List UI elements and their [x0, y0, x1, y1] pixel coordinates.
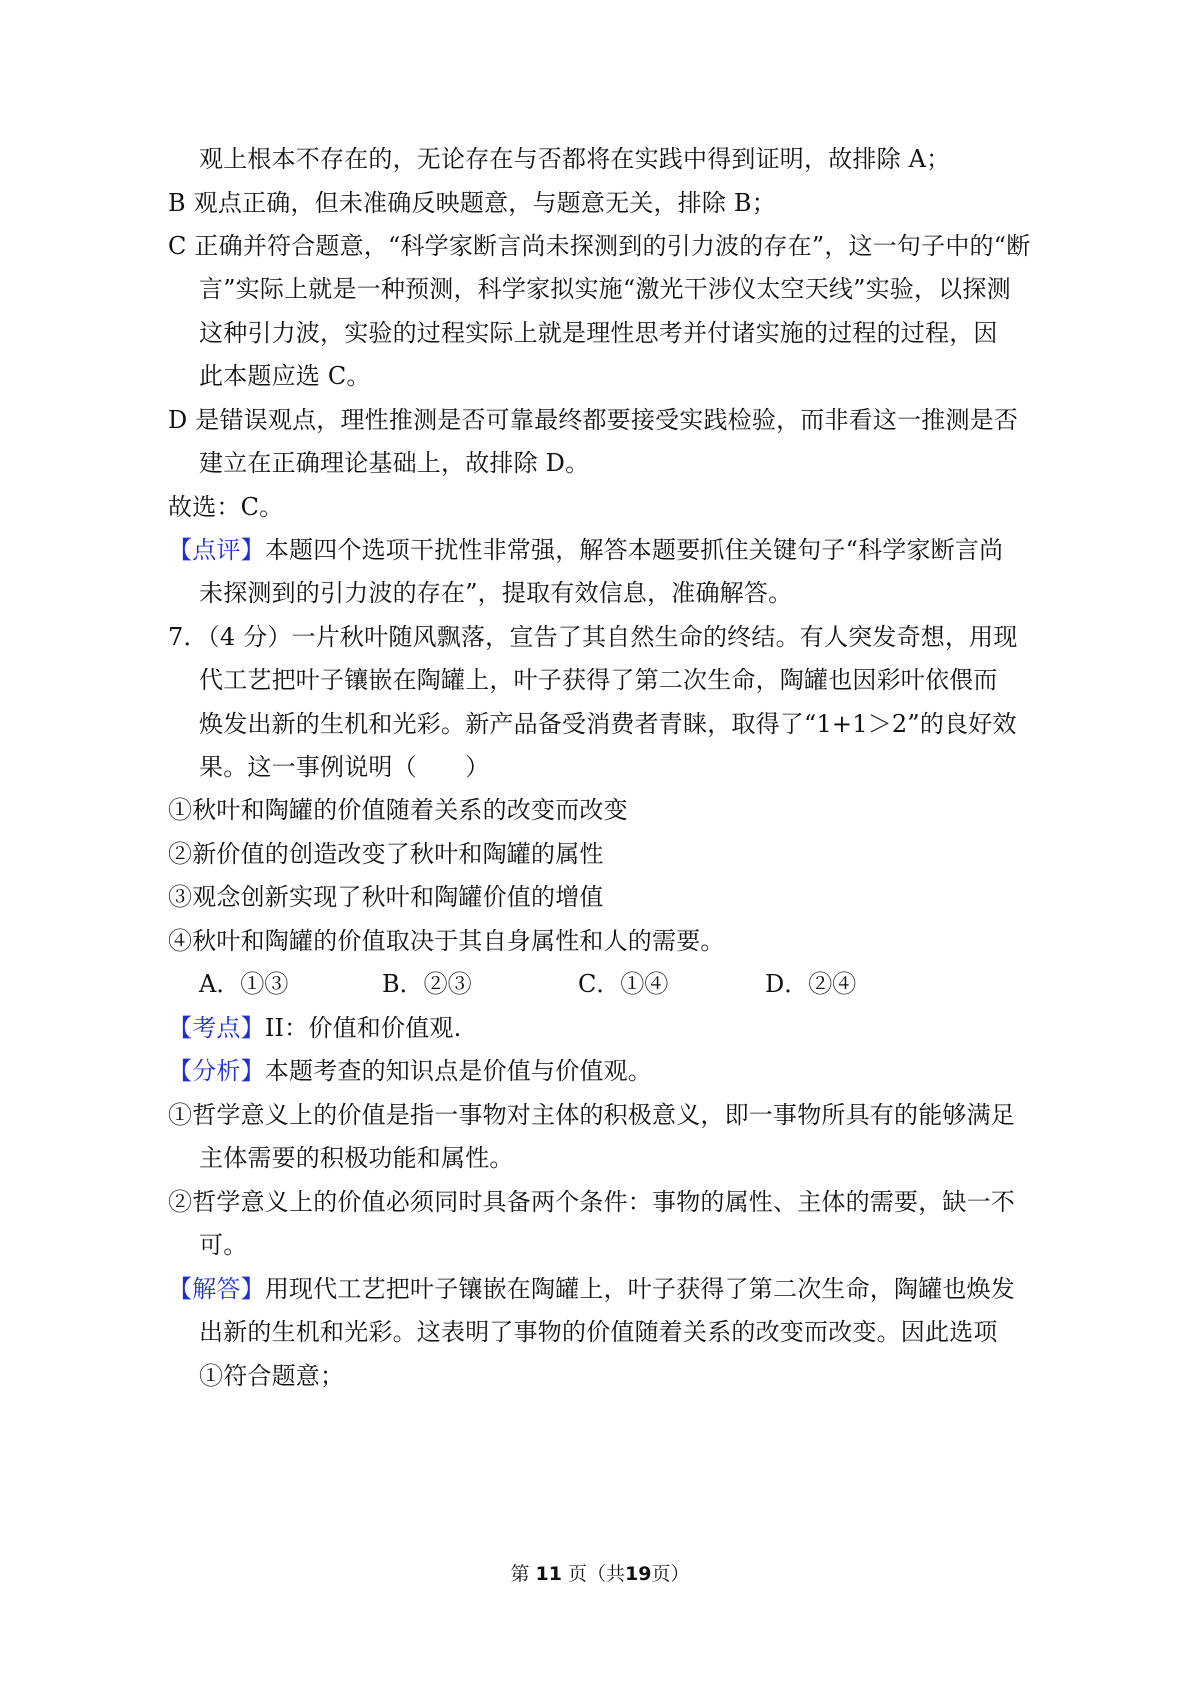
choice-d: D．②④	[765, 970, 857, 998]
text-line: 这种引力波，实验的过程实际上就是理性思考并付诸实施的过程的过程，因	[199, 319, 998, 347]
fenxi-point: ②哲学意义上的价值必须同时具备两个条件：事物的属性、主体的需要，缺一不	[168, 1188, 1015, 1216]
jieda-tag: 【解答】	[168, 1275, 265, 1303]
jieda-line: ①符合题意；	[199, 1362, 345, 1390]
text-line: 观上根本不存在的，无论存在与否都将在实践中得到证明，故排除 A；	[199, 145, 951, 173]
fenxi-line	[168, 1054, 652, 1088]
kaodian-line	[168, 1011, 461, 1045]
fenxi-tag: 【分析】	[168, 1057, 265, 1085]
text-line: C 正确并符合题意，“科学家断言尚未探测到的引力波的存在”，这一句子中的“断	[168, 232, 1031, 260]
kaodian-text: II：价值和价值观.	[264, 1014, 462, 1042]
kaodian-tag: 【考点】	[168, 1014, 265, 1042]
text-line: 建立在正确理论基础上，故排除 D。	[199, 449, 590, 477]
page-number: 11	[535, 1563, 562, 1585]
question-stem: 果。这一事例说明（ ）	[199, 753, 490, 781]
choice-a: A．①③	[199, 970, 289, 998]
answer-choices	[0, 967, 1200, 1001]
jieda-line	[168, 1272, 1015, 1306]
footer-prefix: 第	[510, 1563, 530, 1585]
choice-b: B．②③	[382, 970, 472, 998]
choice-c: C．①④	[578, 970, 669, 998]
fenxi-text: 本题考查的知识点是价值与价值观。	[264, 1057, 653, 1085]
question-stem: 7．（4 分）一片秋叶随风飘落，宣告了其自然生命的终结。有人突发奇想，用现	[168, 623, 1018, 651]
comment-tag: 【点评】	[168, 536, 265, 564]
comment-text: 本题四个选项干扰性非常强，解答本题要抓住关键句子“科学家断言尚	[264, 536, 1004, 564]
question-item: ④秋叶和陶罐的价值取决于其自身属性和人的需要。	[168, 927, 725, 955]
comment-line	[168, 533, 1003, 567]
jieda-line: 出新的生机和光彩。这表明了事物的价值随着关系的改变而改变。因此选项	[199, 1318, 998, 1346]
text-line: 此本题应选 C。	[199, 362, 371, 390]
question-item: ③观念创新实现了秋叶和陶罐价值的增值	[168, 883, 604, 911]
answer-line: 故选：C。	[168, 493, 284, 521]
jieda-text: 用现代工艺把叶子镶嵌在陶罐上，叶子获得了第二次生命，陶罐也焕发	[264, 1275, 1016, 1303]
fenxi-point: 主体需要的积极功能和属性。	[199, 1144, 514, 1172]
comment-line: 未探测到的引力波的存在”，提取有效信息，准确解答。	[199, 579, 793, 607]
text-line: B 观点正确，但未准确反映题意，与题意无关，排除 B；	[168, 189, 776, 217]
fenxi-point: ①哲学意义上的价值是指一事物对主体的积极意义，即一事物所具有的能够满足	[168, 1101, 1015, 1129]
text-line: D 是错误观点，理性推测是否可靠最终都要接受实践检验，而非看这一推测是否	[168, 406, 1019, 434]
fenxi-point: 可。	[199, 1231, 248, 1259]
footer-suffix: 页）	[651, 1563, 690, 1585]
question-stem: 代工艺把叶子镶嵌在陶罐上，叶子获得了第二次生命，陶罐也因彩叶依偎而	[199, 666, 998, 694]
footer-middle: 页（共	[568, 1563, 626, 1585]
page-footer	[0, 1560, 1200, 1588]
total-pages: 19	[625, 1563, 652, 1585]
question-item: ①秋叶和陶罐的价值随着关系的改变而改变	[168, 796, 628, 824]
text-line: 言”实际上就是一种预测，科学家拟实施“激光干涉仪太空天线”实验，以探测	[199, 275, 1011, 303]
question-item: ②新价值的创造改变了秋叶和陶罐的属性	[168, 840, 604, 868]
question-stem: 焕发出新的生机和光彩。新产品备受消费者青睐，取得了“1+1＞2”的良好效	[199, 710, 1017, 738]
